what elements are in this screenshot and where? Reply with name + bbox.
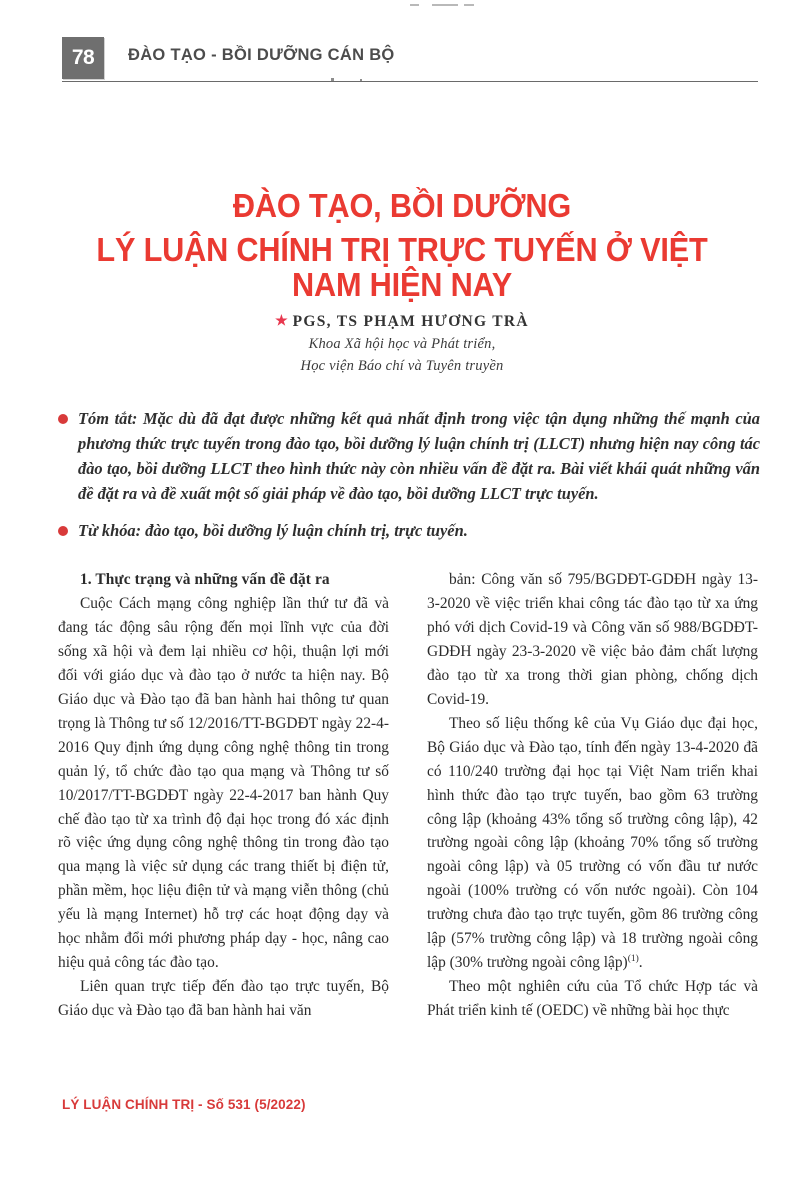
author-name: PGS, TS PHẠM HƯƠNG TRÀ bbox=[292, 313, 529, 330]
page-number-badge: 78 bbox=[62, 37, 104, 79]
page-header bbox=[62, 37, 757, 87]
body-columns bbox=[58, 568, 758, 1060]
footer-separator: - bbox=[194, 1097, 207, 1112]
affiliation-line-1: Khoa Xã hội học và Phát triển, bbox=[308, 336, 496, 352]
paragraph: bản: Công văn số 795/BGDĐT-GDĐH ngày 13-3-2020 về việc triển khai công tác đào tạo từ xa ứng phó với dịch Covid-19 và Công văn số 988/BGDĐT-GDĐH ngày 23-3-2020 về việc bảo đảm chất lượng đào tạo từ xa trong thời gian phòng, chống dịch Covid-19. bbox=[427, 571, 758, 708]
scan-artifact bbox=[410, 4, 500, 9]
section-title: ĐÀO TẠO - BỒI DƯỠNG CÁN BỘ bbox=[128, 46, 395, 64]
footnote-marker: (1) bbox=[627, 954, 639, 965]
article-title-line-2: LÝ LUẬN CHÍNH TRỊ TRỰC TUYẾN Ở VIỆT NAM HIỆN NAY bbox=[96, 230, 708, 304]
article-title-line-1: ĐÀO TẠO, BỒI DƯỠNG bbox=[232, 187, 572, 224]
bullet-dot-icon bbox=[58, 414, 68, 424]
abstract-summary bbox=[58, 407, 760, 507]
abstract-keywords-text: Từ khóa: đào tạo, bồi dưỡng lý luận chính trị, trực tuyến. bbox=[78, 520, 468, 540]
left-column bbox=[58, 568, 389, 1060]
header-divider bbox=[62, 81, 758, 82]
paragraph-text: Theo số liệu thống kê của Vụ Giáo dục đại học, Bộ Giáo dục và Đào tạo, tính đến ngày 13-4-2020 đã có 110/240 trường đại học tại Việt Nam triển khai hình thức đào tạo trực tuyến, bao gồm 63 trường công lập (khoảng 43% tổng số trường công lập), 42 trường ngoài công lập (khoảng 70% tổng số trường ngoài công lập) và 05 trường có vốn đầu tư nước ngoài (100% trường có vốn nước ngoài). Còn 104 trường chưa đào tạo trực tuyến, gồm 86 trường công lập (57% trường công lập) và 18 trường ngoài công lập (30% trường ngoài công lập) bbox=[427, 714, 758, 972]
paragraph: Liên quan trực tiếp đến đào tạo trực tuyến, Bộ Giáo dục và Đào tạo đã ban hành hai văn bbox=[58, 978, 389, 1020]
paragraph: Theo một nghiên cứu của Tổ chức Hợp tác và Phát triển kinh tế (OEDC) về những bài học thực bbox=[427, 978, 758, 1020]
bullet-dot-icon bbox=[58, 526, 68, 536]
journal-name: LÝ LUẬN CHÍNH TRỊ bbox=[62, 1097, 195, 1112]
paragraph bbox=[427, 712, 758, 975]
abstract-block bbox=[58, 407, 760, 544]
section-1-heading: 1. Thực trạng và những vấn đề đặt ra bbox=[80, 571, 330, 588]
affiliation-line-2: Học viện Báo chí và Tuyên truyền bbox=[300, 358, 504, 374]
paragraph: Cuộc Cách mạng công nghiệp lần thứ tư đã và đang tác động sâu rộng đến mọi lĩnh vực của đời sống xã hội và đem lại nhiều cơ hội, thuận lợi mới đối với giáo dục và đào tạo ở nước ta hiện nay. Bộ Giáo dục và Đào tạo đã ban hành hai thông tư quan trọng là Thông tư số 12/2016/TT-BGDĐT ngày 22-4-2016 Quy định ứng dụng công nghệ thông tin trong quản lý, tổ chức đào tạo qua mạng và Thông tư số 10/2017/TT-BGDĐT ngày 22-4-2017 ban hành Quy chế đào tạo từ xa trình độ đại học trong đó xác định rõ việc ứng dụng công nghệ thông tin trong đào tạo qua mạng là việc sử dụng các trang thiết bị điện tử, phần mềm, học liệu điện tử và mạng viễn thông (chủ yếu là mạng Internet) hỗ trợ các hoạt động dạy và học nhằm đổi mới phương pháp dạy - học, nâng cao hiệu quả công tác đào tạo. bbox=[58, 594, 389, 972]
abstract-keywords bbox=[58, 519, 760, 544]
right-column bbox=[427, 568, 758, 1060]
issue-label: Số 531 (5/2022) bbox=[206, 1097, 306, 1112]
footnote-tail: . bbox=[638, 954, 643, 972]
star-icon: ★ bbox=[275, 314, 288, 329]
page-footer bbox=[62, 1097, 306, 1112]
byline bbox=[40, 313, 764, 375]
article-title bbox=[40, 188, 764, 303]
abstract-summary-text: Tóm tắt: Mặc dù đã đạt được những kết quả nhất định trong việc tận dụng những thế mạnh của phương thức trực tuyến trong đào tạo, bồi dưỡng lý luận chính trị (LLCT) nhưng hiện nay công tác đào tạo, bồi dưỡng LLCT theo hình thức này còn nhiều vấn đề đặt ra. Bài viết khái quát những vấn đề đặt ra và đề xuất một số giải pháp về đào tạo, bồi dưỡng LLCT trực tuyến. bbox=[78, 409, 760, 503]
author-row bbox=[40, 313, 764, 331]
